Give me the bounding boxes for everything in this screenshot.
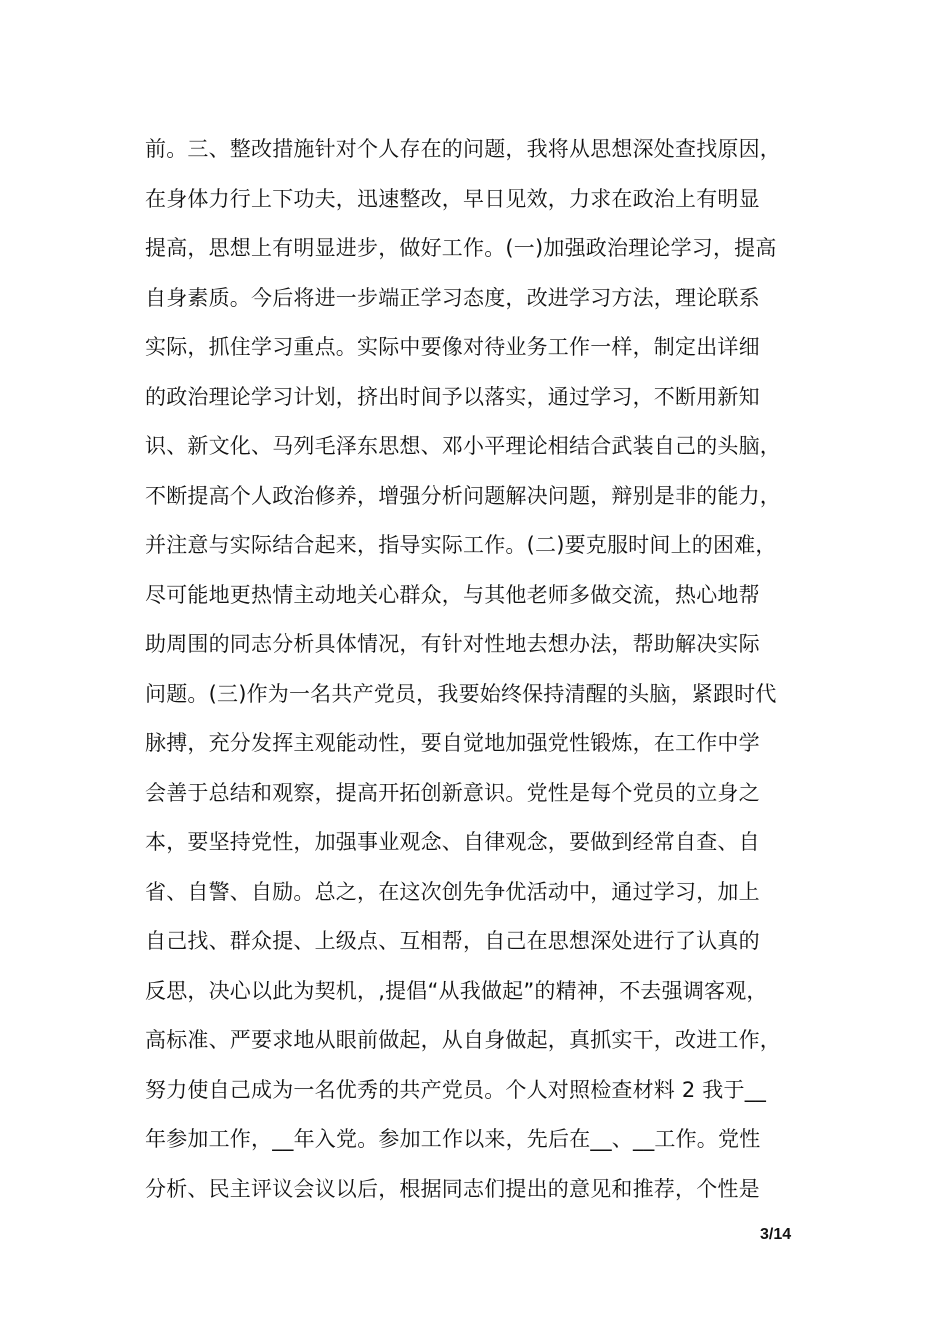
text-line: 自己找、群众提、上级点、互相帮，自己在思想深处进行了认真的 (145, 929, 760, 953)
text-line: 本，要坚持党性，加强事业观念、自律观念，要做到经常自查、自 (145, 830, 760, 854)
text-line: 年参加工作，__年入党。参加工作以来，先后在__、__工作。党性 (145, 1127, 761, 1151)
text-line: 前。三、整改措施针对个人存在的问题，我将从思想深处查找原因， (145, 137, 781, 161)
text-line: 实际，抓住学习重点。实际中要像对待业务工作一样，制定出详细 (145, 335, 760, 359)
text-line: 高标准、严要求地从眼前做起，从自身做起，真抓实干，改进工作， (145, 1028, 781, 1052)
text-line: 分析、民主评议会议以后，根据同志们提出的意见和推荐，个性是 (145, 1176, 760, 1201)
text-line: 脉搏，充分发挥主观能动性，要自觉地加强党性锻炼，在工作中学 (145, 731, 760, 755)
text-line: 提高，思想上有明显进步，做好工作。(一)加强政治理论学习，提高 (145, 236, 777, 260)
text-line: 自身素质。今后将进一步端正学习态度，改进学习方法，理论联系 (145, 285, 760, 310)
text-line: 反思，决心以此为契机，,提倡“从我做起”的精神，不去强调客观， (145, 978, 768, 1003)
text-line: 不断提高个人政治修养，增强分析问题解决问题，辩别是非的能力， (145, 483, 781, 508)
text-line: 尽可能地更热情主动地关心群众，与其他老师多做交流，热心地帮 (145, 582, 760, 607)
text-line: 识、新文化、马列毛泽东思想、邓小平理论相结合武装自己的头脑， (145, 434, 781, 458)
text-line: 问题。(三)作为一名共产党员，我要始终保持清醒的头脑，紧跟时代 (145, 681, 777, 706)
text-line: 并注意与实际结合起来，指导实际工作。(二)要克服时间上的困难， (145, 533, 777, 557)
text-line: 的政治理论学习计划，挤出时间予以落实，通过学习，不断用新知 (145, 384, 760, 409)
body-text (145, 125, 810, 1214)
text-line: 省、自警、自励。总之，在这次创先争优活动中，通过学习，加上 (145, 879, 760, 904)
page-number: 3/14 (760, 1226, 792, 1243)
text-line: 努力使自己成为一名优秀的共产党员。个人对照检查材料 2 我于__ (145, 1077, 767, 1102)
text-line: 助周围的同志分析具体情况，有针对性地去想办法，帮助解决实际 (145, 632, 760, 656)
text-line: 在身体力行上下功夫，迅速整改，早日见效，力求在政治上有明显 (145, 186, 760, 211)
text-line: 会善于总结和观察，提高开拓创新意识。党性是每个党员的立身之 (145, 780, 760, 805)
